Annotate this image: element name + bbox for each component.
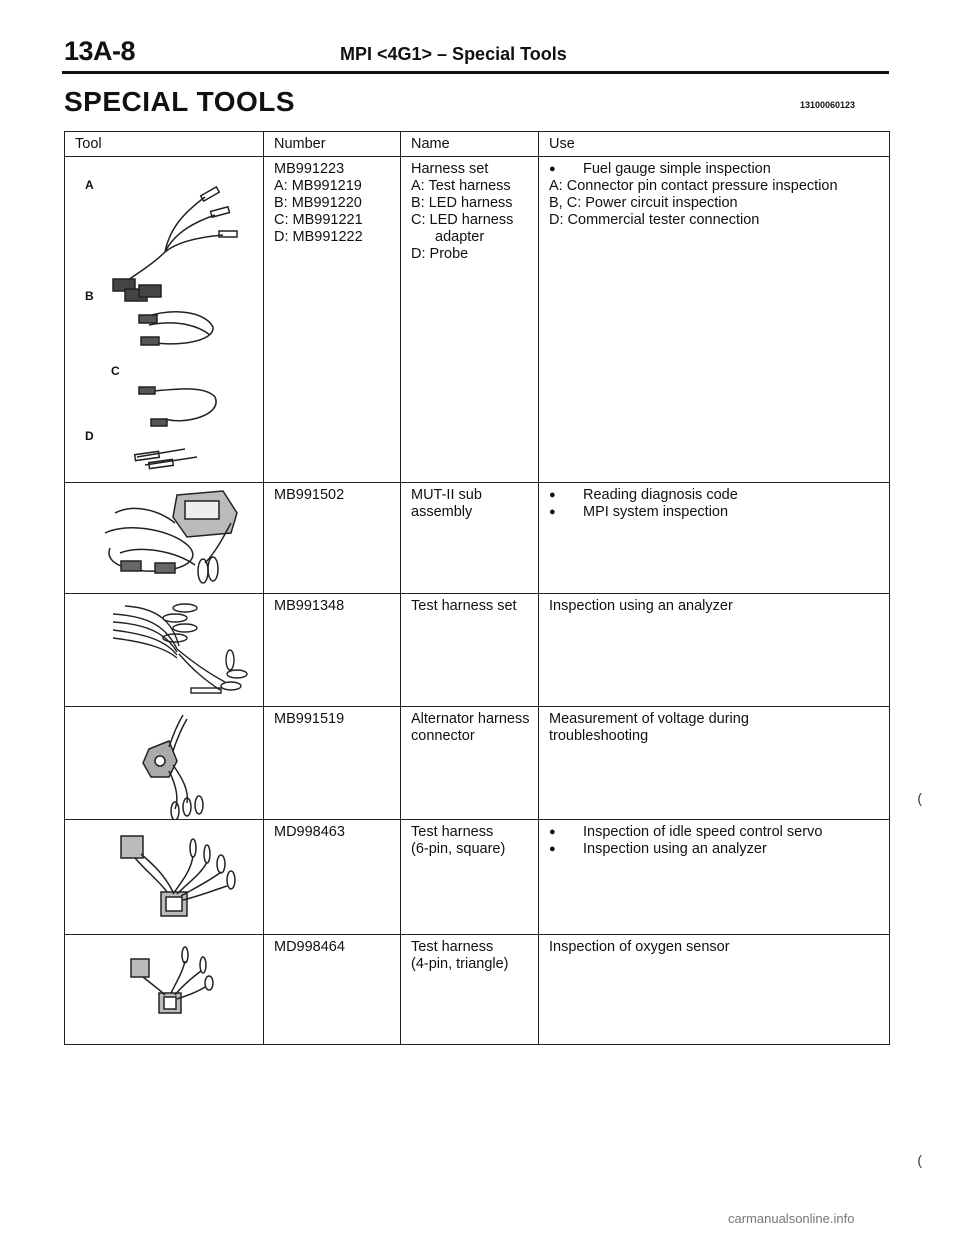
tool-use: Reading diagnosis code	[583, 487, 738, 503]
tool-name-cell	[401, 483, 539, 594]
tool-use-bullet-item	[549, 487, 879, 504]
tool-use: Inspection using an analyzer	[583, 841, 767, 857]
tool-letter-b: B	[85, 289, 94, 303]
page-id: 13A-8	[64, 36, 136, 66]
tool-use: B, C: Power circuit inspection	[549, 195, 738, 211]
column-header-name: Name	[401, 132, 539, 157]
table-row	[65, 820, 890, 935]
tool-use-bullet-item	[549, 841, 879, 858]
tool-name: Test harness	[411, 824, 494, 840]
test-harness-6-pin-illustration	[65, 820, 264, 935]
tool-illustration-cell	[65, 594, 264, 707]
tool-name: (6-pin, square)	[411, 841, 506, 857]
tool-number-cell	[264, 157, 401, 483]
tool-use: D: Commercial tester connection	[549, 212, 760, 228]
column-header-number: Number	[264, 132, 401, 157]
tool-name: Test harness set	[411, 598, 517, 614]
tool-use-cell	[539, 935, 890, 1045]
column-header-use: Use	[539, 132, 890, 157]
tool-illustration-cell	[65, 707, 264, 820]
tool-number: A: MB991219	[274, 178, 362, 194]
test-harness-4-pin-illustration	[65, 935, 264, 1045]
tool-name: D: Probe	[411, 246, 469, 262]
section-title: SPECIAL TOOLS	[64, 86, 296, 117]
tool-number: MB991502	[274, 487, 345, 503]
bullet-icon: ●	[549, 489, 556, 501]
table-row	[65, 594, 890, 707]
bullet-icon: ●	[549, 826, 556, 838]
tool-name: assembly	[411, 504, 473, 520]
tool-name: B: LED harness	[411, 195, 513, 211]
tool-name: MUT-II sub	[411, 487, 482, 503]
tool-name: adapter	[435, 229, 485, 245]
harness-set-illustration	[65, 157, 264, 483]
tool-use-cell	[539, 157, 890, 483]
tool-use-cell	[539, 707, 890, 820]
tool-use: Inspection of idle speed control servo	[583, 824, 823, 840]
tool-number: MB991519	[274, 711, 345, 727]
table-row	[65, 483, 890, 594]
tool-name-cell	[401, 820, 539, 935]
tool-use-bullet-item	[549, 161, 879, 178]
tool-number: MB991348	[274, 598, 345, 614]
tool-use-cell	[539, 483, 890, 594]
tool-illustration-cell	[65, 820, 264, 935]
document-code: 13100060123	[800, 100, 856, 110]
tool-name: Harness set	[411, 161, 489, 177]
bullet-icon: ●	[549, 506, 556, 518]
tool-illustration-cell	[65, 157, 264, 483]
tool-number: B: MB991220	[274, 195, 362, 211]
page-title: MPI <4G1> – Special Tools	[340, 44, 567, 64]
tool-number-cell	[264, 935, 401, 1045]
tool-use-bullet-item	[549, 504, 879, 521]
tool-use: A: Connector pin contact pressure inspection	[549, 178, 838, 194]
tool-name: Alternator harness	[411, 711, 530, 727]
tool-number: D: MB991222	[274, 229, 363, 245]
column-header-tool: Tool	[65, 132, 264, 157]
alternator-harness-connector-illustration	[65, 707, 264, 820]
margin-mark: (	[917, 1152, 922, 1168]
tool-number: MB991223	[274, 161, 345, 177]
tool-letter-c: C	[111, 364, 120, 378]
tool-use: Inspection of oxygen sensor	[549, 939, 730, 955]
tool-number: MD998463	[274, 824, 345, 840]
tool-number-cell	[264, 820, 401, 935]
tool-name: A: Test harness	[411, 178, 511, 194]
tool-name: C: LED harness	[411, 212, 514, 228]
tool-use: Measurement of voltage during	[549, 711, 749, 727]
tool-use: Fuel gauge simple inspection	[583, 161, 771, 177]
tool-name-cell	[401, 935, 539, 1045]
tool-name: (4-pin, triangle)	[411, 956, 509, 972]
tool-use: MPI system inspection	[583, 504, 729, 520]
tool-use-cell	[539, 820, 890, 935]
tool-number-cell	[264, 594, 401, 707]
bullet-icon: ●	[549, 163, 556, 175]
table-row	[65, 707, 890, 820]
bullet-icon: ●	[549, 843, 556, 855]
tool-use-cell	[539, 594, 890, 707]
margin-mark: (	[917, 790, 922, 806]
special-tools-table	[64, 131, 890, 1045]
tool-illustration-cell	[65, 935, 264, 1045]
tool-use: Inspection using an analyzer	[549, 598, 733, 614]
test-harness-set-illustration	[65, 594, 264, 707]
tool-number: MD998464	[274, 939, 345, 955]
watermark: carmanualsonline.info	[728, 1211, 855, 1226]
tool-name: Test harness	[411, 939, 494, 955]
tool-name-cell	[401, 594, 539, 707]
header-rule	[62, 71, 889, 74]
tool-number-cell	[264, 483, 401, 594]
tool-name: connector	[411, 728, 475, 744]
table-row	[65, 157, 890, 483]
table-header-row	[65, 132, 890, 157]
table-row	[65, 935, 890, 1045]
tool-name-cell	[401, 707, 539, 820]
tool-illustration-cell	[65, 483, 264, 594]
tool-letter-a: A	[85, 178, 94, 192]
tool-number: C: MB991221	[274, 212, 363, 228]
tool-letter-d: D	[85, 429, 94, 443]
tool-number-cell	[264, 707, 401, 820]
tool-name-cell	[401, 157, 539, 483]
tool-use: troubleshooting	[549, 728, 649, 744]
mut-ii-sub-assembly-illustration	[65, 483, 264, 594]
tool-use-bullet-item	[549, 824, 879, 841]
